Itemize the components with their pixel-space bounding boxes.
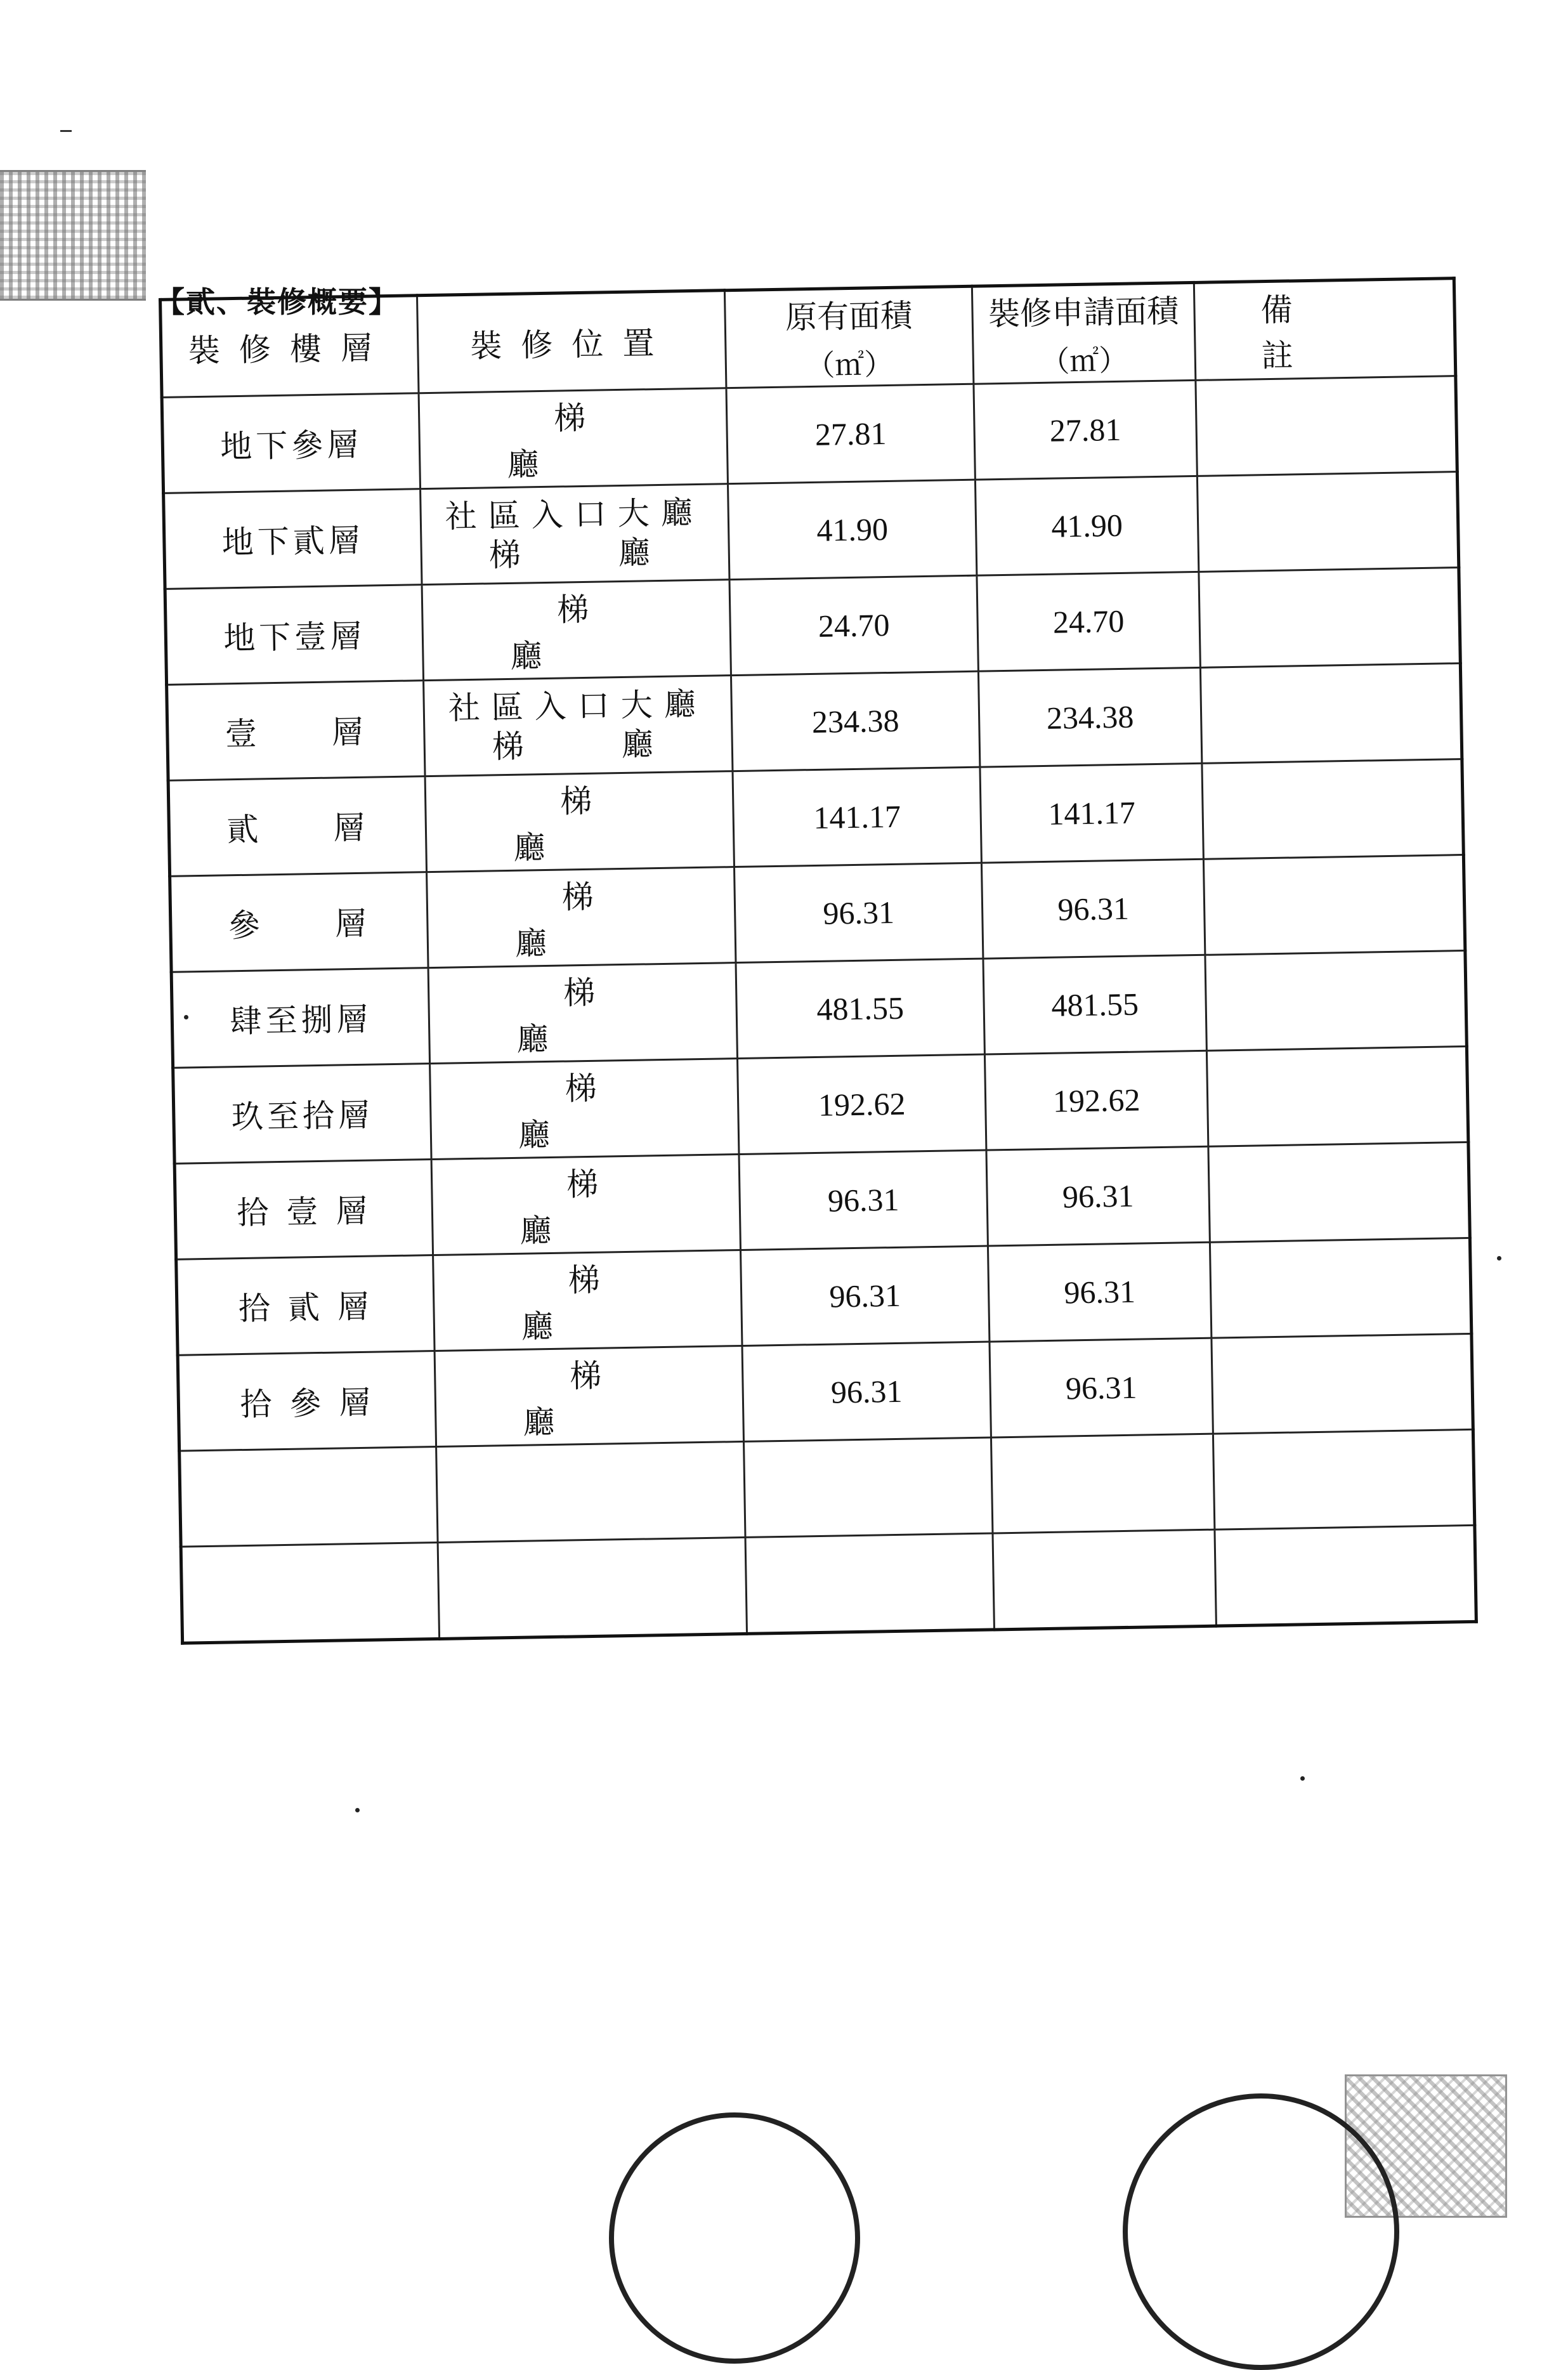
cell-applied-area: 141.17 (980, 763, 1203, 863)
cell-location (434, 1345, 743, 1446)
location-text: 梯廳 (506, 398, 688, 483)
location-text: 社區入口大廳 (445, 494, 705, 535)
cell-applied-area: 41.90 (975, 476, 1198, 575)
cell-applied-area: 96.31 (988, 1242, 1211, 1342)
cell-original-area: 27.81 (726, 384, 975, 483)
header-remark: 備註 (1194, 278, 1455, 381)
cell-remark (1196, 376, 1457, 476)
cell-remark (1208, 1142, 1470, 1242)
cell-remark (1215, 1525, 1476, 1626)
cell-floor (181, 1542, 439, 1643)
location-text: 梯廳 (514, 877, 696, 962)
cell-original-area: 96.31 (739, 1150, 988, 1250)
cell-applied-area: 192.62 (984, 1051, 1208, 1150)
official-seal-left (609, 2112, 860, 2364)
official-seal-right (1123, 2093, 1399, 2370)
cell-floor: 玖至拾層 (173, 1064, 431, 1164)
cell-location (427, 867, 736, 968)
scan-mark (60, 130, 72, 132)
speck (1300, 1776, 1305, 1781)
header-floor: 裝修樓層 (160, 296, 419, 398)
cell-applied-area: 96.31 (986, 1146, 1210, 1246)
cell-applied-area: 96.31 (981, 859, 1205, 959)
cell-location (430, 1059, 739, 1160)
renovation-summary-table (159, 277, 1478, 1645)
cell-original-area: 96.31 (742, 1342, 991, 1441)
cell-location (419, 388, 728, 489)
cell-location (438, 1537, 747, 1639)
cell-floor: 壹 層 (167, 681, 425, 781)
cell-floor: 肆至捌層 (171, 968, 429, 1068)
cell-applied-area: 481.55 (983, 955, 1206, 1054)
cell-remark (1206, 1046, 1468, 1146)
cell-remark (1199, 568, 1460, 668)
cell-applied-area: 24.70 (977, 572, 1200, 671)
cell-floor: 地下貳層 (164, 489, 422, 589)
cell-location (431, 1155, 740, 1255)
location-text: 梯廳 (518, 1068, 699, 1154)
cell-original-area (744, 1437, 993, 1537)
cell-floor: 地下參層 (162, 393, 420, 494)
cell-remark (1203, 855, 1465, 955)
cell-remark (1197, 472, 1458, 572)
cell-original-area: 41.90 (728, 480, 976, 579)
cell-floor: 拾 貳 層 (176, 1255, 434, 1356)
cell-applied-area (991, 1434, 1214, 1533)
cell-floor: 拾 參 層 (178, 1351, 436, 1451)
header-applied-area: 裝修申請面積 （㎡） (972, 282, 1196, 384)
cell-location (428, 963, 737, 1064)
cell-remark (1205, 950, 1467, 1051)
location-text: 梯 廳 (492, 725, 665, 766)
cell-remark (1202, 759, 1463, 860)
cell-location (425, 771, 734, 872)
cell-remark (1200, 664, 1461, 764)
cell-original-area: 24.70 (729, 575, 978, 675)
speck (355, 1808, 360, 1812)
cell-remark (1210, 1238, 1471, 1338)
summary-table-container (159, 277, 1478, 1645)
speck (1497, 1256, 1501, 1260)
cell-applied-area: 27.81 (974, 380, 1197, 480)
cell-floor: 貳 層 (168, 776, 426, 877)
cell-location (436, 1441, 745, 1542)
cell-original-area: 481.55 (736, 959, 984, 1058)
cell-applied-area (993, 1529, 1216, 1630)
cell-original-area (745, 1533, 994, 1633)
cell-floor: 地下壹層 (165, 585, 423, 685)
cell-original-area: 192.62 (737, 1054, 986, 1154)
cell-floor: 參 層 (170, 872, 428, 972)
location-text: 梯廳 (509, 589, 691, 675)
location-text: 梯 廳 (488, 534, 662, 574)
cell-original-area: 96.31 (734, 863, 983, 962)
cell-location (422, 580, 731, 681)
cell-location (421, 484, 729, 585)
location-text: 梯廳 (519, 1164, 700, 1250)
location-text: 梯廳 (513, 781, 694, 867)
cell-applied-area: 234.38 (978, 667, 1201, 767)
cell-original-area: 96.31 (741, 1246, 990, 1345)
cell-location (424, 676, 733, 776)
location-text: 社區入口大廳 (448, 685, 708, 727)
cell-remark (1212, 1333, 1473, 1434)
cell-applied-area: 96.31 (990, 1338, 1213, 1437)
header-original-area: 原有面積 （㎡） (724, 286, 973, 388)
corner-stamp-top-left (0, 170, 146, 301)
cell-location (433, 1250, 742, 1351)
location-text: 梯廳 (522, 1356, 703, 1441)
location-text: 梯廳 (516, 972, 697, 1058)
cell-floor: 拾 壹 層 (174, 1160, 433, 1260)
section-title: 【貳、裝修概要】 (155, 285, 399, 319)
cell-floor (180, 1446, 438, 1547)
cell-original-area: 234.38 (731, 671, 979, 771)
cell-remark (1213, 1429, 1474, 1529)
location-text: 梯廳 (521, 1260, 702, 1345)
table-row (181, 1525, 1476, 1643)
header-location: 裝修位置 (417, 291, 726, 393)
cell-original-area: 141.17 (733, 767, 981, 867)
